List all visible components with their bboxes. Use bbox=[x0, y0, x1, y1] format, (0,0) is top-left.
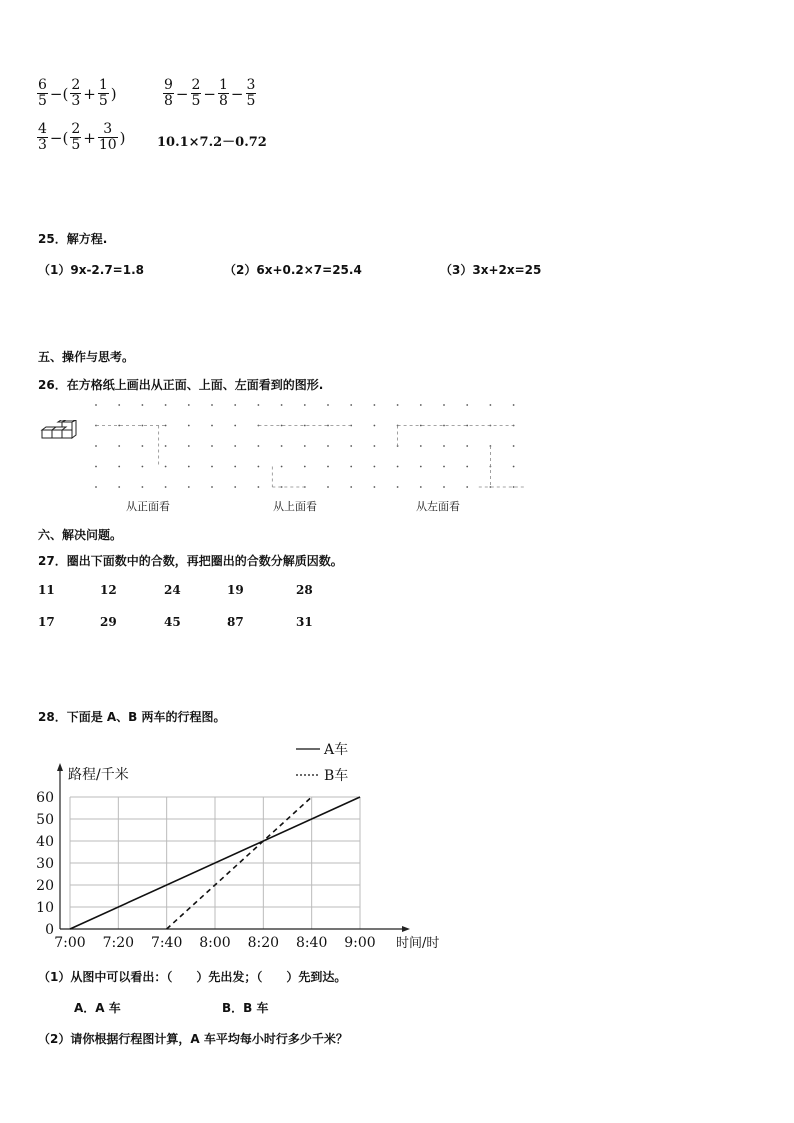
number-cell[interactable]: 28 bbox=[296, 583, 313, 597]
grid-dot bbox=[466, 445, 468, 447]
grid-dot bbox=[281, 445, 283, 447]
grid-dot bbox=[211, 404, 213, 406]
x-axis-label: 时间/时 bbox=[396, 936, 440, 951]
calc-expression-2: $\frac{9}{8}$ − $\frac{2}{5}$ − $\frac{1}{8}$ − $\frac{3}{5}$ bbox=[164, 77, 256, 109]
y-tick-label: 30 bbox=[36, 856, 54, 872]
grid-dot bbox=[513, 404, 515, 406]
grid-dot bbox=[327, 486, 329, 488]
grid-dot bbox=[397, 486, 399, 488]
grid-dot bbox=[142, 486, 144, 488]
section-five-heading: 五、操作与思考。 bbox=[38, 350, 135, 364]
grid-dot bbox=[95, 466, 97, 468]
solid-figure bbox=[38, 420, 96, 440]
number-cell[interactable]: 12 bbox=[100, 583, 117, 597]
x-tick-label: 7:40 bbox=[150, 935, 183, 951]
grid-dot bbox=[118, 445, 120, 447]
grid-dot bbox=[258, 486, 260, 488]
grid-dot bbox=[118, 425, 120, 427]
grid-dot bbox=[397, 466, 399, 468]
x-tick-label: 8:20 bbox=[247, 935, 280, 951]
number-cell[interactable]: 17 bbox=[38, 615, 55, 629]
number-cell[interactable]: 29 bbox=[100, 615, 117, 629]
grid-dot bbox=[188, 466, 190, 468]
grid-dot bbox=[165, 466, 167, 468]
y-axis-arrow bbox=[57, 763, 63, 771]
grid-dot bbox=[281, 404, 283, 406]
grid-dot bbox=[327, 445, 329, 447]
sub-question-1: （1）从图中可以看出：（ ）先出发；（ ）先到达。 bbox=[38, 970, 347, 984]
grid-dot bbox=[443, 404, 445, 406]
grid-dot bbox=[374, 466, 376, 468]
grid-dot bbox=[513, 486, 515, 488]
label-left-view: 从左面看 bbox=[416, 500, 460, 513]
y-tick-label: 60 bbox=[36, 790, 54, 806]
grid-dot bbox=[211, 486, 213, 488]
y-tick-label: 40 bbox=[36, 834, 54, 850]
y-tick-label: 20 bbox=[36, 878, 54, 894]
grid-dot bbox=[513, 466, 515, 468]
y-axis-label: 路程/千米 bbox=[68, 767, 129, 783]
x-tick-label: 8:40 bbox=[295, 935, 328, 951]
grid-dot bbox=[188, 404, 190, 406]
fraction: $\frac{3}{5}$ bbox=[246, 77, 256, 109]
question-25-title: 25．解方程. bbox=[38, 232, 108, 246]
grid-dot bbox=[165, 486, 167, 488]
fraction: $\frac{2}{3}$ bbox=[71, 77, 81, 109]
sub-question-2: （2）请你根据行程图计算，A 车平均每小时行多少千米？ bbox=[38, 1032, 348, 1046]
travel-chart bbox=[30, 735, 460, 955]
equation-3: （3）3x+2x=25 bbox=[440, 263, 542, 277]
number-cell[interactable]: 31 bbox=[296, 615, 313, 629]
number-cell[interactable]: 45 bbox=[164, 615, 181, 629]
grid-dot bbox=[397, 404, 399, 406]
y-tick-label: 50 bbox=[36, 812, 54, 828]
grid-dot bbox=[188, 445, 190, 447]
grid-dot bbox=[443, 466, 445, 468]
grid-dot bbox=[142, 466, 144, 468]
dot-grid-paper bbox=[90, 400, 530, 492]
x-axis-arrow bbox=[402, 926, 410, 932]
grid-dot bbox=[304, 404, 306, 406]
grid-dot bbox=[466, 486, 468, 488]
fraction: $\frac{1}{8}$ bbox=[219, 77, 228, 109]
grid-dot bbox=[188, 425, 190, 427]
grid-dot bbox=[142, 404, 144, 406]
grid-dot bbox=[350, 445, 352, 447]
number-cell[interactable]: 19 bbox=[227, 583, 244, 597]
grid-dot bbox=[490, 404, 492, 406]
grid-dot bbox=[513, 445, 515, 447]
section-six-heading: 六、解决问题。 bbox=[38, 528, 123, 542]
grid-dot bbox=[165, 404, 167, 406]
grid-dot bbox=[142, 445, 144, 447]
grid-dot bbox=[118, 486, 120, 488]
grid-dot bbox=[165, 445, 167, 447]
grid-dot bbox=[234, 404, 236, 406]
equation-1: （1）9x-2.7=1.8 bbox=[38, 263, 144, 277]
fraction: $\frac{4}{3}$ bbox=[38, 121, 47, 153]
grid-dot bbox=[350, 404, 352, 406]
label-front-view: 从正面看 bbox=[126, 500, 170, 513]
calc-expression-1: $\frac{6}{5}$ −( $\frac{2}{3}$ + $\frac{1}{5}$ ) bbox=[38, 77, 117, 109]
legend-label: A车 bbox=[324, 742, 349, 758]
x-tick-label: 8:00 bbox=[199, 935, 231, 951]
grid-dot bbox=[258, 404, 260, 406]
x-tick-label: 9:00 bbox=[344, 935, 376, 951]
grid-dot bbox=[374, 425, 376, 427]
grid-dot bbox=[95, 445, 97, 447]
x-tick-label: 7:00 bbox=[54, 935, 86, 951]
grid-dot bbox=[350, 486, 352, 488]
grid-dot bbox=[420, 404, 422, 406]
grid-dot bbox=[258, 466, 260, 468]
grid-dot bbox=[327, 466, 329, 468]
fraction: $\frac{2}{5}$ bbox=[191, 77, 201, 109]
grid-dot bbox=[258, 445, 260, 447]
grid-dot bbox=[443, 486, 445, 488]
option-a[interactable]: A．A 车 bbox=[74, 1001, 121, 1015]
grid-dot bbox=[281, 466, 283, 468]
grid-dot bbox=[420, 425, 422, 427]
label-top-view: 从上面看 bbox=[273, 500, 317, 513]
grid-dot bbox=[466, 466, 468, 468]
fraction: $\frac{2}{5}$ bbox=[71, 121, 81, 153]
grid-dot bbox=[443, 425, 445, 427]
grid-dot bbox=[211, 445, 213, 447]
y-tick-label: 0 bbox=[45, 922, 54, 938]
grid-dot bbox=[118, 466, 120, 468]
number-cell[interactable]: 24 bbox=[164, 583, 181, 597]
grid-dot bbox=[443, 445, 445, 447]
grid-dot bbox=[118, 404, 120, 406]
fraction: $\frac{1}{5}$ bbox=[98, 77, 108, 109]
grid-dot bbox=[234, 466, 236, 468]
question-27-title: 27．圈出下面数中的合数，再把圈出的合数分解质因数。 bbox=[38, 554, 343, 568]
grid-dot bbox=[95, 486, 97, 488]
grid-dot bbox=[327, 404, 329, 406]
grid-dot bbox=[466, 404, 468, 406]
grid-dot bbox=[374, 486, 376, 488]
number-cell[interactable]: 87 bbox=[227, 615, 244, 629]
calc-expression-4: 10.1×7.2－0.72 bbox=[157, 135, 267, 150]
grid-dot bbox=[211, 466, 213, 468]
legend-label: B车 bbox=[324, 768, 349, 784]
grid-dot bbox=[304, 466, 306, 468]
grid-dot bbox=[211, 425, 213, 427]
fraction: $\frac{9}{8}$ bbox=[164, 77, 173, 109]
grid-dot bbox=[234, 445, 236, 447]
fraction: $\frac{3}{10}$ bbox=[98, 121, 117, 153]
option-b[interactable]: B．B 车 bbox=[222, 1001, 269, 1015]
x-tick-label: 7:20 bbox=[102, 935, 135, 951]
grid-dot bbox=[234, 486, 236, 488]
question-28-title: 28．下面是 A、B 两车的行程图。 bbox=[38, 710, 226, 724]
grid-dot bbox=[234, 425, 236, 427]
grid-dot bbox=[281, 425, 283, 427]
question-26-title: 26．在方格纸上画出从正面、上面、左面看到的图形. bbox=[38, 378, 324, 392]
grid-dot bbox=[188, 486, 190, 488]
grid-dot bbox=[142, 425, 144, 427]
grid-dot bbox=[304, 425, 306, 427]
grid-dot bbox=[374, 404, 376, 406]
grid-dot bbox=[95, 404, 97, 406]
grid-dot bbox=[350, 466, 352, 468]
calc-expression-3: $\frac{4}{3}$ −( $\frac{2}{5}$ + $\frac{3}{10}$ ) bbox=[38, 121, 126, 153]
grid-dot bbox=[420, 466, 422, 468]
grid-dot bbox=[374, 445, 376, 447]
equation-2: （2）6x+0.2×7=25.4 bbox=[224, 263, 362, 277]
number-cell[interactable]: 11 bbox=[38, 583, 55, 597]
grid-dot bbox=[420, 486, 422, 488]
grid-dot bbox=[420, 445, 422, 447]
fraction: $\frac{6}{5}$ bbox=[38, 77, 47, 109]
y-tick-label: 10 bbox=[36, 900, 54, 916]
grid-dot bbox=[304, 445, 306, 447]
